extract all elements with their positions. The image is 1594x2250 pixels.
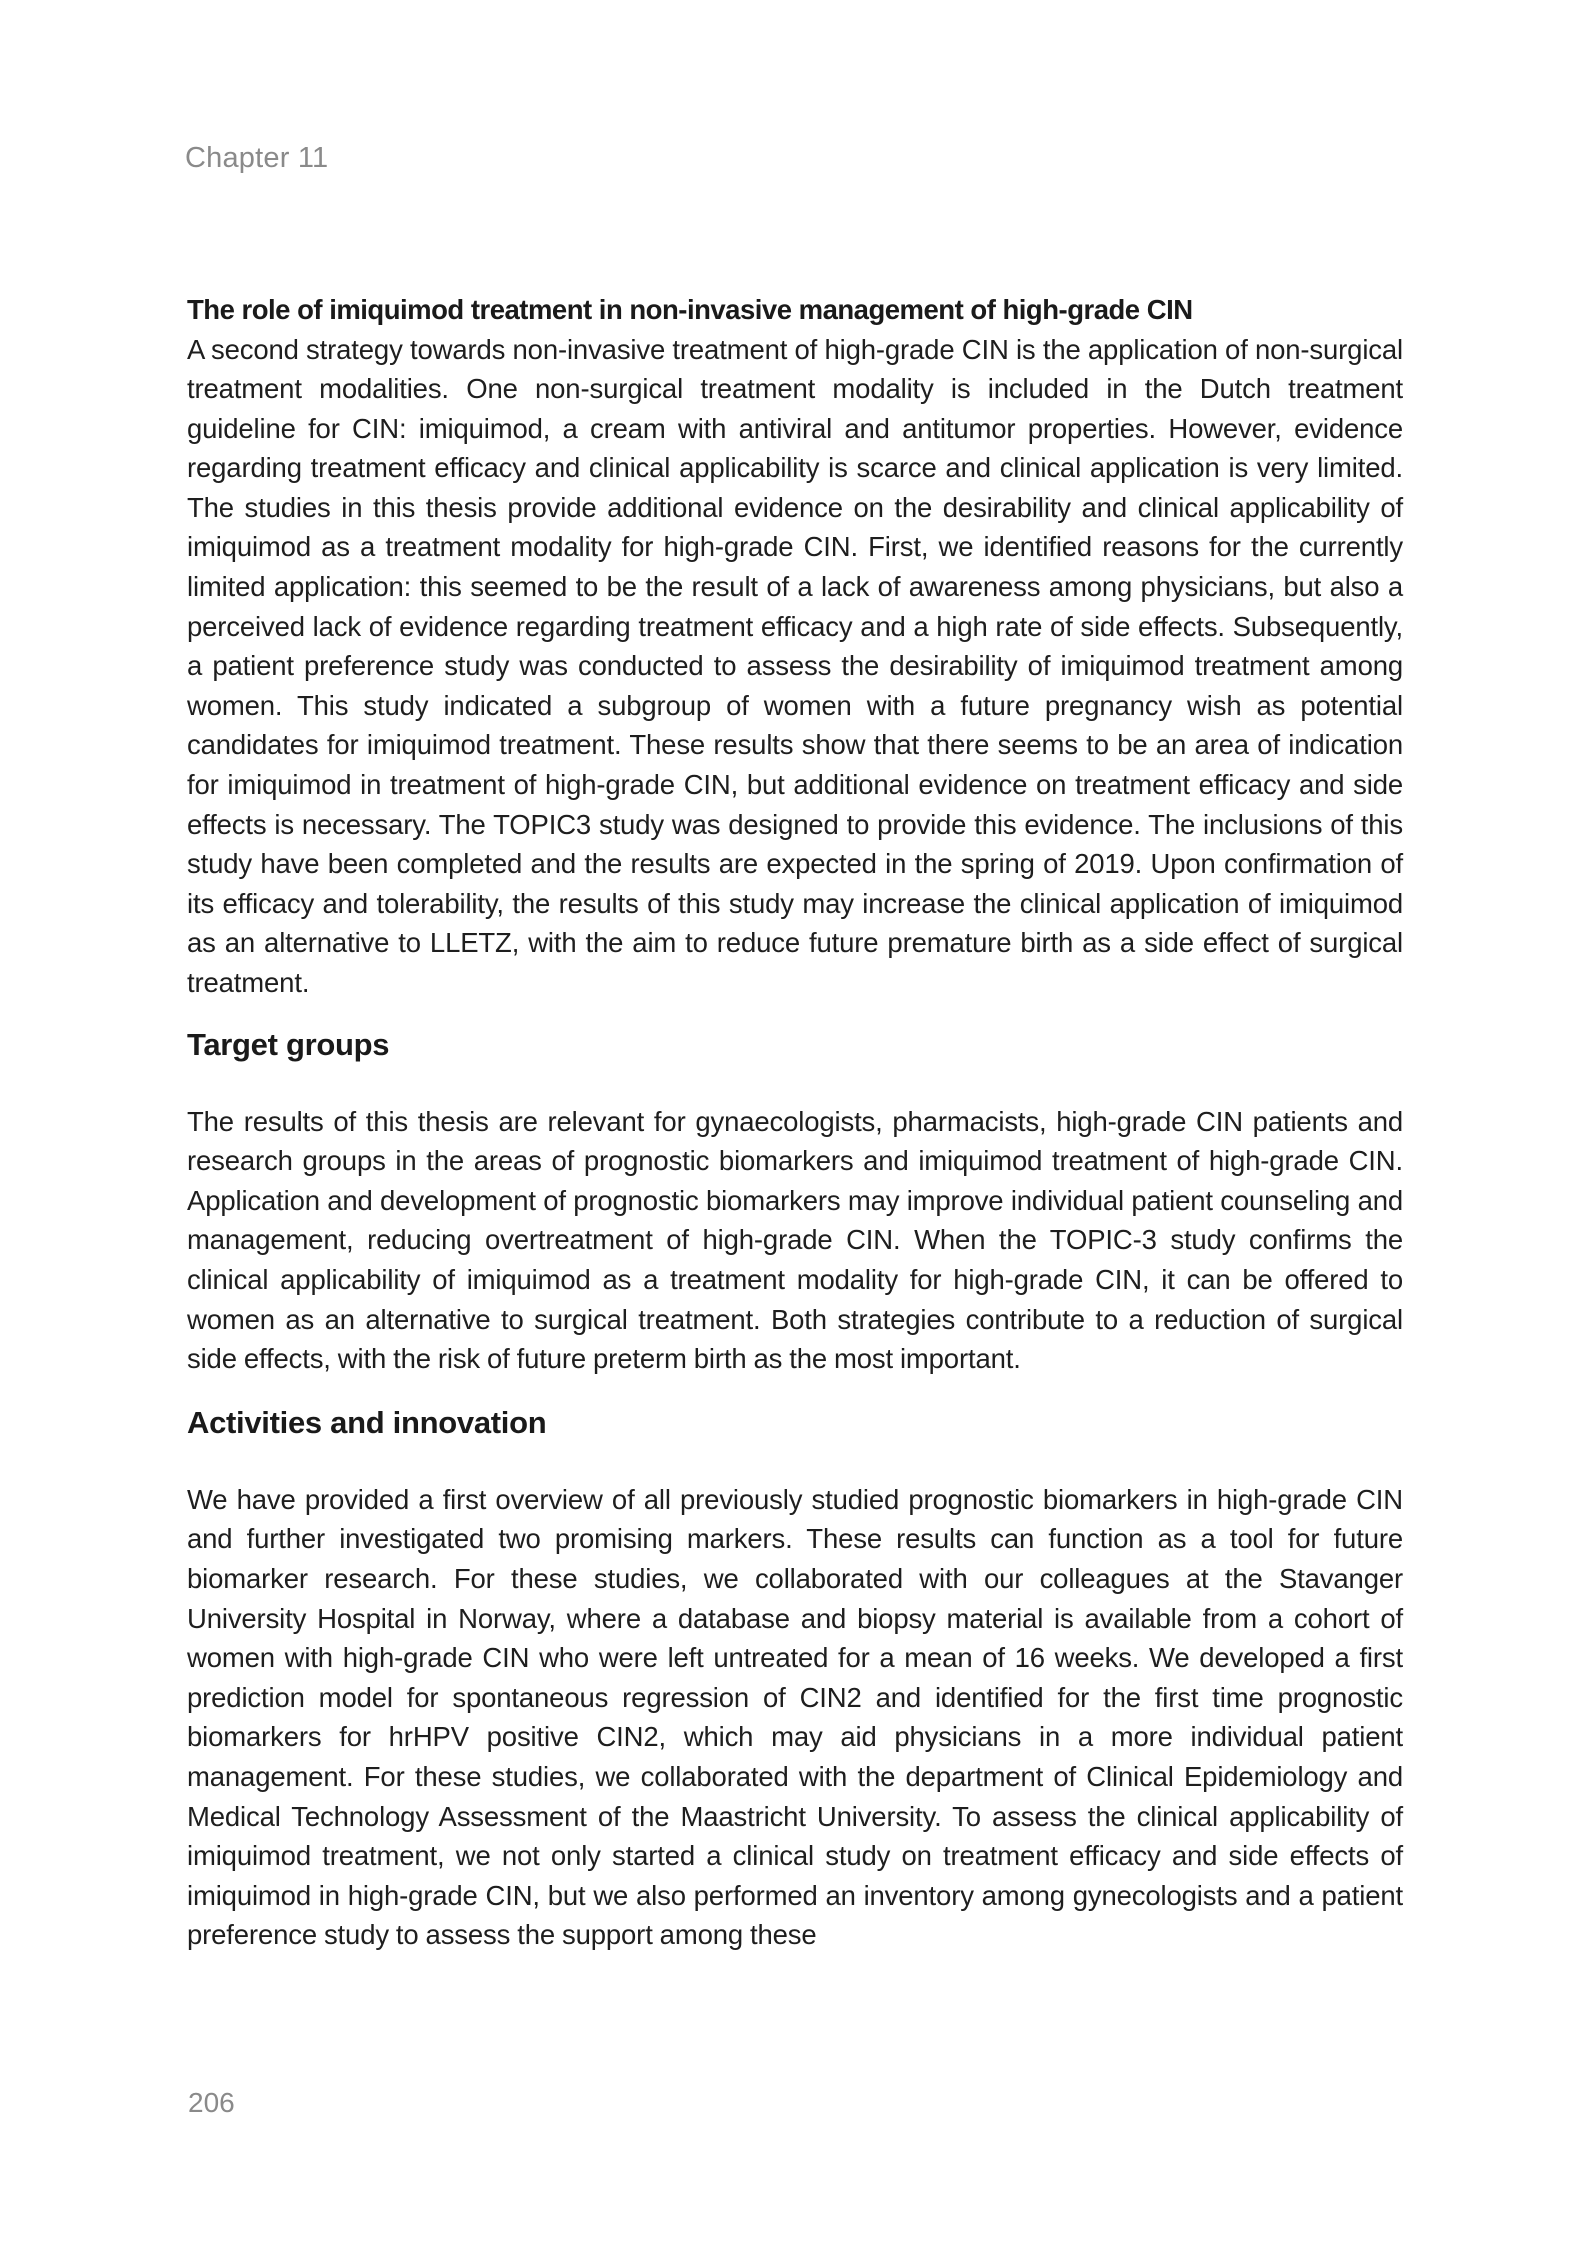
section-heading-target-groups: Target groups <box>187 1026 390 1062</box>
page-body <box>187 290 1403 1955</box>
section-heading-imiquimod: The role of imiquimod treatment in non-invasive management of high-grade CIN <box>187 294 1193 325</box>
paragraph-activities: We have provided a first overview of all previously studied prognostic biomarkers in high-grade CIN and further investigated two promising markers. These results can function as a tool for future biomarker research. For these studies, we collaborated with our colleagues at the Stavanger University Hospital in Norway, where a database and biopsy material is available from a cohort of women with high-grade CIN who were left untreated for a mean of 16 weeks. We developed a first prediction model for spontaneous regression of CIN2 and identified for the first time prognostic biomarkers for hrHPV positive CIN2, which may aid physicians in a more individual patient management. For these studies, we collaborated with the department of Clinical Epidemiology and Medical Technology Assessment of the Maastricht University. To assess the clinical applicability of imiquimod treatment, we not only started a clinical study on treatment efficacy and side effects of imiquimod in high-grade CIN, but we also performed an inventory among gynecologists and a patient preference study to assess the support among these <box>187 1483 1403 1951</box>
paragraph-target-groups: The results of this thesis are relevant for gynaecologists, pharmacists, high-grade CIN patients and research groups in the areas of prognostic biomarkers and imiquimod treatment of high-grade CIN. Application and development of prognostic biomarkers may improve individual patient counseling and management, reducing overtreatment of high-grade CIN. When the TOPIC-3 study confirms the clinical applicability of imiquimod as a treatment modality for high-grade CIN, it can be offered to women as an alternative to surgical treatment. Both strategies contribute to a reduction of surgical side effects, with the risk of future preterm birth as the most important. <box>187 1105 1403 1375</box>
page-number: 206 <box>188 2087 235 2118</box>
paragraph-imiquimod: A second strategy towards non-invasive treatment of high-grade CIN is the application of non-surgical treatment modalities. One non-surgical treatment modality is included in the Dutch treatment guideline for CIN: imiquimod, a cream with antiviral and antitumor properties. However, evidence regarding treatment efficacy and clinical applicability is scarce and clinical application is very limited. The studies in this thesis provide additional evidence on the desirability and clinical applicability of imiquimod as a treatment modality for high-grade CIN. First, we identified reasons for the currently limited application: this seemed to be the result of a lack of awareness among physicians, but also a perceived lack of evidence regarding treatment efficacy and a high rate of side effects. Subsequently, a patient preference study was conducted to assess the desirability of imiquimod treatment among women. This study indicated a subgroup of women with a future pregnancy wish as potential candidates for imiquimod treatment. These results show that there seems to be an area of indication for imiquimod in treatment of high-grade CIN, but additional evidence on treatment efficacy and side effects is necessary. The TOPIC3 study was designed to provide this evidence. The inclusions of this study have been completed and the results are expected in the spring of 2019. Upon confirmation of its efficacy and tolerability, the results of this study may increase the clinical application of imiquimod as an alternative to LLETZ, with the aim to reduce future premature birth as a side effect of surgical treatment. <box>187 333 1403 998</box>
section-heading-activities: Activities and innovation <box>187 1404 547 1440</box>
running-head: Chapter 11 <box>185 142 329 174</box>
